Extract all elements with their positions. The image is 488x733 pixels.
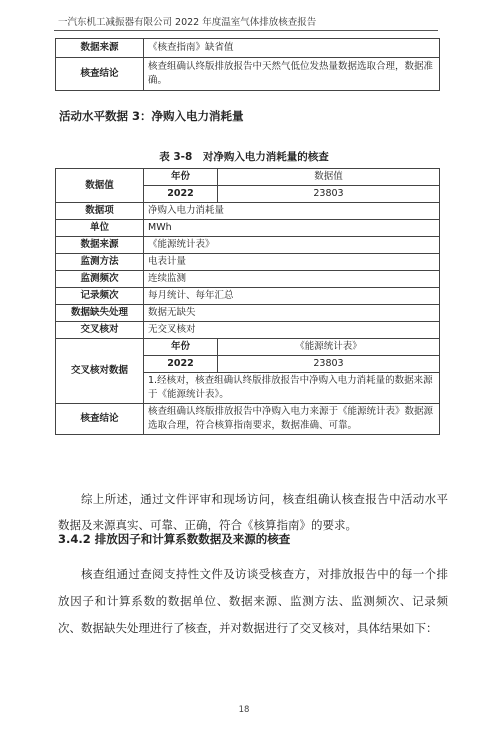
electricity-verification-table (55, 168, 440, 435)
row-label: 核查结论 (56, 58, 144, 91)
data-value-label: 数据值 (56, 169, 144, 203)
row-label: 记录频次 (56, 288, 144, 305)
table-row (56, 203, 440, 220)
row-label: 数据项 (56, 203, 144, 220)
running-header: 一汽东机工减振器有限公司 2022 年度温室气体排放核查报告 (58, 17, 317, 28)
year-cell: 2022 (144, 186, 218, 203)
table-row (56, 404, 440, 435)
table-row (56, 254, 440, 271)
cross-check-label: 交叉核对数据 (56, 339, 144, 404)
conclusion-value: 核查组确认终版排放报告中净购入电力来源于《能源统计表》数据源选取合理，符合核算指南要求，数据准确、可靠。 (144, 404, 440, 435)
table-row (56, 169, 440, 186)
row-value: 每月统计、每年汇总 (144, 288, 440, 305)
value-header: 数据值 (218, 169, 440, 186)
factors-paragraph: 核查组通过查阅支持性文件及访谈受核查方，对排放报告中的每一个排放因子和计算系数的数据单位、数据来源、监测方法、监测频次、记录频次、数据缺失处理进行了核查，并对数据进行了交叉核对，具体结果如下： (58, 567, 448, 635)
row-value: 数据无缺失 (144, 305, 440, 322)
row-value: MWh (144, 220, 440, 237)
table-row (56, 271, 440, 288)
row-label: 监测频次 (56, 271, 144, 288)
row-label: 数据缺失处理 (56, 305, 144, 322)
row-value: 净购入电力消耗量 (144, 203, 440, 220)
summary-paragraph: 综上所述，通过文件评审和现场访问，核查组确认核查报告中活动水平数据及来源真实、可靠、正确，符合《核算指南》的要求。 (58, 492, 448, 532)
row-value: 核查组确认终版排放报告中天然气低位发热量数据选取合理，数据准确。 (144, 58, 440, 91)
section-heading: 活动水平数据 3：净购入电力消耗量 (59, 109, 244, 123)
value-cell: 23803 (218, 186, 440, 203)
row-label: 交叉核对 (56, 322, 144, 339)
row-label: 数据来源 (56, 39, 144, 58)
cross-check-value: 23803 (218, 356, 440, 373)
row-value: 无交叉核对 (144, 322, 440, 339)
page-number: 18 (238, 705, 250, 715)
table-row (56, 237, 440, 254)
table-row (56, 39, 440, 58)
table-row (56, 58, 440, 91)
row-label: 单位 (56, 220, 144, 237)
table-row (56, 305, 440, 322)
header-divider (54, 30, 438, 31)
cross-check-source-header: 《能源统计表》 (218, 339, 440, 356)
year-header: 年份 (144, 169, 218, 186)
row-value: 《核查指南》缺省值 (144, 39, 440, 58)
natural-gas-table-fragment (55, 38, 440, 91)
conclusion-label: 核查结论 (56, 404, 144, 435)
table-row (56, 220, 440, 237)
table-row (56, 288, 440, 305)
row-label: 数据来源 (56, 237, 144, 254)
table-row (56, 322, 440, 339)
cross-check-note: 1.经核对，核查组确认终版排放报告中净购入电力消耗量的数据来源于《能源统计表》。 (144, 373, 440, 404)
table-caption: 表 3-8 对净购入电力消耗量的核查 (159, 151, 329, 163)
row-value: 《能源统计表》 (144, 237, 440, 254)
row-label: 监测方法 (56, 254, 144, 271)
cross-check-year-header: 年份 (144, 339, 218, 356)
row-value: 电表计量 (144, 254, 440, 271)
table-row (56, 339, 440, 356)
cross-check-year: 2022 (144, 356, 218, 373)
row-value: 连续监测 (144, 271, 440, 288)
subsection-heading: 3.4.2 排放因子和计算系数数据及来源的核查 (58, 532, 291, 546)
